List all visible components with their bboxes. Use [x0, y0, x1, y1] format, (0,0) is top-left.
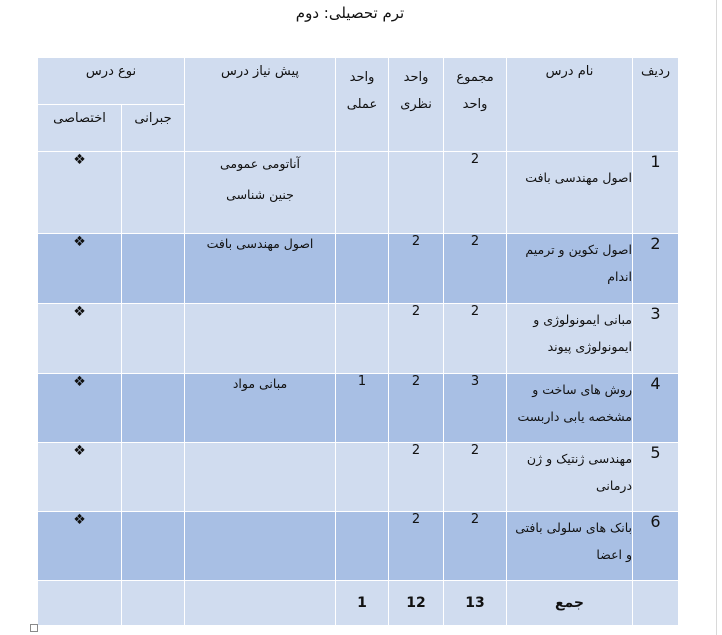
header-practical-units-line2: عملی: [346, 97, 378, 112]
totals-empty-prereq: [185, 581, 336, 626]
header-row-index: ردیف: [633, 58, 679, 152]
document-title: ترم تحصیلی: دوم: [295, 4, 405, 22]
total-units: 3: [444, 374, 507, 443]
course-name: [507, 152, 633, 234]
compensatory-cell: [122, 152, 185, 234]
row-index: 4: [633, 374, 679, 443]
theory-units: 2: [389, 443, 444, 512]
compensatory-cell: [122, 512, 185, 581]
course-name-line: درمانی: [596, 478, 633, 493]
header-prerequisite: پیش نیاز درس: [185, 58, 336, 152]
prerequisite: [185, 443, 336, 512]
header-practical-units: [336, 58, 389, 152]
practical-units: [336, 304, 389, 374]
theory-units: 2: [389, 512, 444, 581]
course-name-line: بانک های سلولی بافتی: [515, 520, 633, 535]
course-name: [507, 512, 633, 581]
course-name-line: مشخصه یابی داربست: [517, 409, 633, 424]
header-course-name: نام درس: [507, 58, 633, 152]
compensatory-cell: [122, 443, 185, 512]
specialized-mark-icon: ❖: [38, 152, 122, 234]
totals-label: جمع: [507, 581, 633, 626]
row-index: 5: [633, 443, 679, 512]
course-name-line: و اعضا: [596, 547, 633, 562]
theory-units: [389, 152, 444, 234]
theory-units: 2: [389, 374, 444, 443]
specialized-mark-icon: ❖: [38, 443, 122, 512]
row-index: 2: [633, 234, 679, 304]
header-total-units-line2: واحد: [462, 97, 488, 112]
totals-empty-compensatory: [122, 581, 185, 626]
course-name: [507, 443, 633, 512]
compensatory-cell: [122, 234, 185, 304]
course-name-line: اصول تکوین و ترمیم: [525, 242, 633, 257]
total-units: 2: [444, 152, 507, 234]
header-total-units: [444, 58, 507, 152]
course-name-line: مهندسی ژنتیک و ژن: [526, 451, 633, 466]
header-total-units-line1: مجموع: [456, 70, 494, 85]
practical-units: [336, 443, 389, 512]
table-row: [38, 443, 679, 512]
compensatory-cell: [122, 304, 185, 374]
course-name-line: اصول مهندسی بافت: [525, 170, 633, 185]
page-edge: [716, 0, 717, 635]
compensatory-cell: [122, 374, 185, 443]
header-compensatory: جبرانی: [122, 105, 185, 152]
course-name: [507, 304, 633, 374]
specialized-mark-icon: ❖: [38, 512, 122, 581]
prerequisite: [185, 152, 336, 234]
table-row: [38, 374, 679, 443]
prerequisite-line: مبانی مواد: [232, 376, 288, 391]
header-theory-units: [389, 58, 444, 152]
course-name: [507, 374, 633, 443]
totals-theory-units: 12: [389, 581, 444, 626]
row-index: 3: [633, 304, 679, 374]
course-name-line: روش های ساخت و: [532, 382, 633, 397]
row-index: 6: [633, 512, 679, 581]
header-theory-units-line1: واحد: [403, 70, 429, 85]
totals-empty-specialized: [38, 581, 122, 626]
table-row: [38, 152, 679, 234]
practical-units: [336, 234, 389, 304]
course-name-line: مبانی ایمونولوژی و: [533, 312, 633, 327]
table-row: [38, 512, 679, 581]
prerequisite: [185, 304, 336, 374]
header-practical-units-line1: واحد: [349, 70, 375, 85]
table-resize-handle[interactable]: [30, 624, 38, 632]
prerequisite-line: جنین شناسی: [226, 187, 294, 202]
totals-total-units: 13: [444, 581, 507, 626]
header-specialized: اختصاصی: [38, 105, 122, 152]
practical-units: [336, 512, 389, 581]
course-name-line: اندام: [607, 269, 633, 284]
course-table: [37, 57, 679, 626]
theory-units: 2: [389, 234, 444, 304]
header-course-type: نوع درس: [38, 58, 185, 105]
specialized-mark-icon: ❖: [38, 234, 122, 304]
totals-row: [38, 581, 679, 626]
practical-units: [336, 152, 389, 234]
header-theory-units-line2: نظری: [400, 97, 432, 112]
row-index: 1: [633, 152, 679, 234]
theory-units: 2: [389, 304, 444, 374]
prerequisite: [185, 374, 336, 443]
table-row: [38, 234, 679, 304]
prerequisite: [185, 512, 336, 581]
table-row: [38, 304, 679, 374]
course-name-line: ایمونولوژی پیوند: [547, 339, 633, 354]
specialized-mark-icon: ❖: [38, 304, 122, 374]
prerequisite: [185, 234, 336, 304]
prerequisite-line: اصول مهندسی بافت: [206, 236, 314, 251]
totals-empty-index: [633, 581, 679, 626]
specialized-mark-icon: ❖: [38, 374, 122, 443]
totals-practical-units: 1: [336, 581, 389, 626]
total-units: 2: [444, 304, 507, 374]
practical-units: 1: [336, 374, 389, 443]
prerequisite-line: آناتومی عمومی: [219, 156, 301, 171]
total-units: 2: [444, 234, 507, 304]
total-units: 2: [444, 512, 507, 581]
total-units: 2: [444, 443, 507, 512]
course-name: [507, 234, 633, 304]
